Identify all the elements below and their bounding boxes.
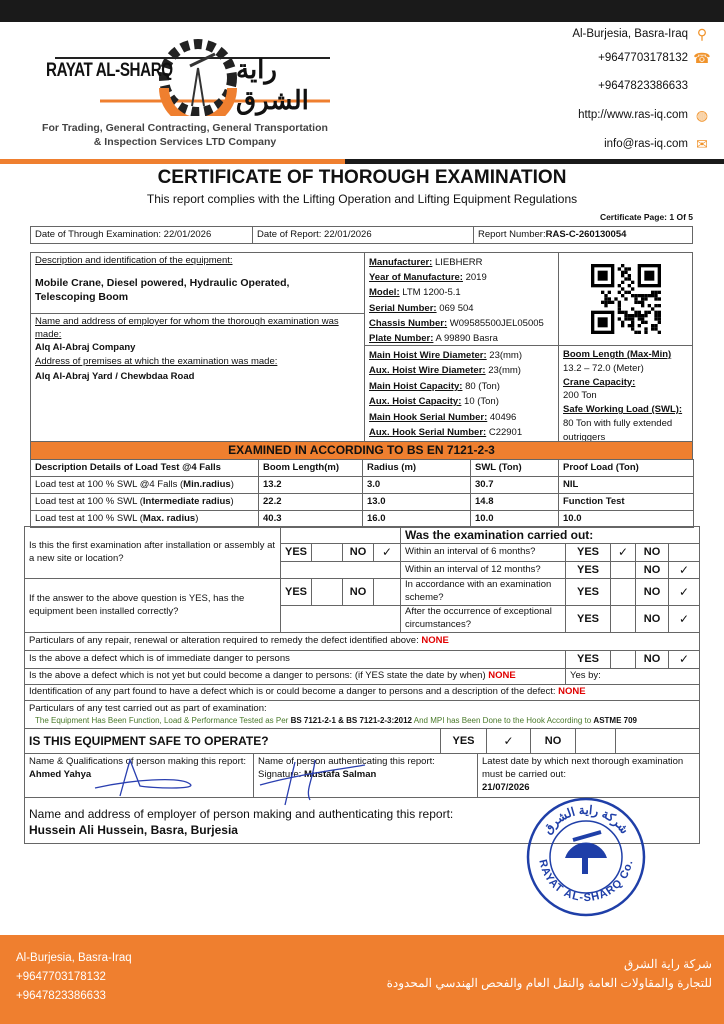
divider-dark xyxy=(345,159,724,164)
no-label: NO xyxy=(635,605,669,633)
load-table-row-desc: Load test at 100 % SWL ( Max. radius ) xyxy=(30,510,259,528)
no-label: NO xyxy=(635,650,669,669)
authenticating-employer: Name and address of employer of person making and authenticating this report: Hussein Ali Hussein, Basra, Burjesia xyxy=(24,797,700,844)
yes-checkbox xyxy=(610,650,636,669)
yes-label: YES xyxy=(280,578,312,606)
future-danger-question: Is the above a defect which is not yet but could become a danger to persons: (if YES state the date by when) NONE xyxy=(24,668,566,685)
tagline: For Trading, General Contracting, General Transportation & Inspection Services LTD Company xyxy=(42,122,328,148)
first-exam-question: Is this the first examination after installation or assembly at a new site or location? xyxy=(24,526,281,579)
spec-item: Aux. Hook Serial Number: C22901 xyxy=(369,426,523,438)
load-table-cell: 22.2 xyxy=(258,493,363,511)
load-table-header: Proof Load (Ton) xyxy=(558,459,694,477)
spec-item: Aux. Hoist Capacity: 10 (Ton) xyxy=(369,396,499,408)
no-checkbox: ✓ xyxy=(668,578,700,606)
blank xyxy=(615,728,700,754)
page-title: CERTIFICATE OF THOROUGH EXAMINATION xyxy=(157,167,567,188)
load-table-cell: 13.2 xyxy=(258,476,363,494)
no-label: NO xyxy=(635,561,669,579)
spec-item: Main Hoist Wire Diameter: 23(mm) xyxy=(369,350,523,361)
no-checkbox: ✓ xyxy=(668,650,700,669)
report-date: Date of Report: 22/01/2026 xyxy=(252,226,474,244)
contact-address: Al-Burjesia, Basra-Iraq ⚲ xyxy=(572,26,710,42)
globe-icon: ◍ xyxy=(695,106,709,123)
load-table-cell: 10.0 xyxy=(470,510,559,528)
footer-arabic-name: شركة راية الشرق xyxy=(623,957,712,971)
spec-item: Year of Manufacture: 2019 xyxy=(369,272,487,284)
employer-info: Name and address of employer for whom the thorough examination was made: Alq Al-Abraj Company Address of premises at which the examination was made: Alq Al-Abraj Yard / Chewbdaa Road xyxy=(30,313,365,442)
load-table-cell: 10.0 xyxy=(558,510,694,528)
load-table-cell: 14.8 xyxy=(470,493,559,511)
load-table-row-desc: Load test at 100 % SWL @4 Falls ( Min.radius ) xyxy=(30,476,259,494)
contact-phone2: +9647823386633 xyxy=(598,80,688,92)
next-exam-date: Latest date by which next thorough examination must be carried out: 21/07/2026 xyxy=(477,753,700,798)
contact-email[interactable]: info@ras-iq.com ✉ xyxy=(604,136,710,152)
carried-out-item: Within an interval of 6 months? xyxy=(400,543,566,562)
load-table-cell: 13.0 xyxy=(362,493,471,511)
exam-date: Date of Through Examination: 22/01/2026 xyxy=(30,226,253,244)
yes-label: YES xyxy=(565,578,611,606)
load-table-row-desc: Load test at 100 % SWL ( Intermediate radius ) xyxy=(30,493,259,511)
signature-authenticator xyxy=(255,760,375,810)
hoist-specs xyxy=(364,345,559,442)
carried-out-item: After the occurrence of exceptional circumstances? xyxy=(400,605,566,633)
load-table-cell: 40.3 xyxy=(258,510,363,528)
yes-checkbox xyxy=(610,561,636,579)
yes-checkbox xyxy=(311,543,343,562)
load-table-header: SWL (Ton) xyxy=(470,459,559,477)
equipment-specs xyxy=(364,252,559,346)
test-particulars: Particulars of any test carried out as part of examination: The Equipment Has Been Function, Load & Performance Tested as Per BS 7121-2-1 & BS 7121-2-3:2012 And MPI has Been Done to the Hook According to ASTME 709 xyxy=(24,700,700,729)
no-checkbox: ✓ xyxy=(668,561,700,579)
blank xyxy=(280,605,401,633)
yes-label: YES xyxy=(565,561,611,579)
yes-by: Yes by: xyxy=(565,668,700,685)
yes-label: YES xyxy=(565,543,611,562)
load-table-cell: 30.7 xyxy=(470,476,559,494)
top-bar xyxy=(0,0,724,22)
blank xyxy=(280,526,401,544)
carried-out-title: Was the examination carried out: xyxy=(400,526,700,544)
spec-item: Chassis Number: W09585500JEL05005 xyxy=(369,317,544,329)
yes-label: YES xyxy=(565,605,611,633)
safe-question: IS THIS EQUIPMENT SAFE TO OPERATE? xyxy=(24,728,441,754)
signature-maker xyxy=(90,758,200,798)
company-stamp xyxy=(525,796,647,918)
location-pin-icon: ⚲ xyxy=(696,25,708,42)
contact-website[interactable]: http://www.ras-iq.com ◍ xyxy=(578,106,709,123)
report-authenticator: Name of person authenticating this report: Signature: Mustafa Salman xyxy=(253,753,478,798)
svg-text:شركة راية الشرق: شركة راية الشرق xyxy=(540,802,632,837)
yes-checkbox xyxy=(610,578,636,606)
defect-identification: Identification of any part found to have a defect which is or could become a danger to persons and a description of the defect: NONE xyxy=(24,684,700,701)
footer-phone2: +9647823386633 xyxy=(16,989,106,1002)
qr-code-cell xyxy=(558,252,693,346)
logo-text-en: RAYAT AL-SHARQ xyxy=(46,60,173,81)
spec-item: Plate Number: A 99890 Basra xyxy=(369,332,498,344)
no-checkbox: ✓ xyxy=(373,543,401,562)
carried-out-item: In accordance with an examination scheme? xyxy=(400,578,566,606)
contact-phone1: +9647703178132 ☎ xyxy=(598,49,711,66)
yes-checkbox xyxy=(311,578,343,606)
spec-item: Manufacturer: LIEBHERR xyxy=(369,257,483,268)
footer-phone1: +9647703178132 xyxy=(16,970,106,983)
certificate-page: Certificate Page: 1 Of 5 xyxy=(599,212,693,222)
spec-item: Model: LTM 1200-5.1 xyxy=(369,287,461,299)
footer xyxy=(0,935,724,1024)
envelope-icon: ✉ xyxy=(696,135,708,152)
no-label: NO xyxy=(342,543,374,562)
standard-banner: EXAMINED IN ACCORDING TO BS EN 7121-2-3 xyxy=(30,441,693,460)
spec-item: Serial Number: 069 504 xyxy=(369,302,474,314)
no-checkbox xyxy=(373,578,401,606)
blank xyxy=(280,561,401,579)
repair-particulars: Particulars of any repair, renewal or alteration required to remedy the defect identified above: NONE xyxy=(24,632,700,651)
load-table-cell: 16.0 xyxy=(362,510,471,528)
footer-address: Al-Burjesia, Basra-Iraq xyxy=(16,952,132,964)
logo-text-ar: راية الشرق xyxy=(236,54,309,115)
no-label: NO xyxy=(342,578,374,606)
safe-no-label: NO xyxy=(530,728,576,754)
load-table-header: Boom Length(m) xyxy=(258,459,363,477)
safe-no-checkbox xyxy=(575,728,616,754)
svg-text:RAYAT AL-SHARQ Co.: RAYAT AL-SHARQ Co. xyxy=(536,858,636,905)
immediate-danger-question: Is the above a defect which is of immediate danger to persons xyxy=(24,650,566,669)
load-table-header: Radius (m) xyxy=(362,459,471,477)
load-table-header: Description Details of Load Test @4 Falls xyxy=(30,459,259,477)
safe-yes-checkbox: ✓ xyxy=(486,728,531,754)
company-logo xyxy=(40,26,340,116)
load-table-cell: Function Test xyxy=(558,493,694,511)
yes-checkbox xyxy=(610,605,636,633)
load-table-cell: NIL xyxy=(558,476,694,494)
footer-arabic-desc: للتجارة والمقاولات العامة والنقل العام والفحص الهندسي المحدودة xyxy=(386,976,712,991)
yes-label: YES xyxy=(280,543,312,562)
page-subtitle: This report complies with the Lifting Operation and Lifting Equipment Regulations xyxy=(146,192,578,206)
report-number: Report Number: RAS-C-260130054 xyxy=(473,226,693,244)
load-table-cell: 3.0 xyxy=(362,476,471,494)
no-label: NO xyxy=(635,578,669,606)
spec-item: Main Hook Serial Number: 40496 xyxy=(369,411,517,423)
boom-specs: Boom Length (Max-Min) 13.2 – 72.0 (Meter) Crane Capacity: 200 Ton Safe Working Load (SWL): 80 Ton with fully extended outriggers xyxy=(558,345,693,442)
no-checkbox: ✓ xyxy=(668,605,700,633)
installed-correctly-question: If the answer to the above question is YES, has the equipment been installed correctly? xyxy=(24,578,281,633)
report-maker: Name & Qualifications of person making this report: Ahmed Yahya xyxy=(24,753,254,798)
divider-orange xyxy=(0,159,345,164)
yes-checkbox: ✓ xyxy=(610,543,636,562)
spec-item: Aux. Hoist Wire Diameter: 23(mm) xyxy=(369,365,521,377)
qr-code-icon[interactable] xyxy=(591,264,661,334)
equipment-description: Description and identification of the equipment: Mobile Crane, Diesel powered, Hydraulic Operated, Telescoping Boom xyxy=(30,252,365,314)
safe-yes-label: YES xyxy=(440,728,487,754)
phone-icon: ☎ xyxy=(693,49,711,66)
no-label: NO xyxy=(635,543,669,562)
spec-item: Main Hoist Capacity: 80 (Ton) xyxy=(369,380,500,392)
no-checkbox xyxy=(668,543,700,562)
carried-out-item: Within an interval of 12 months? xyxy=(400,561,566,579)
yes-label: YES xyxy=(565,650,611,669)
